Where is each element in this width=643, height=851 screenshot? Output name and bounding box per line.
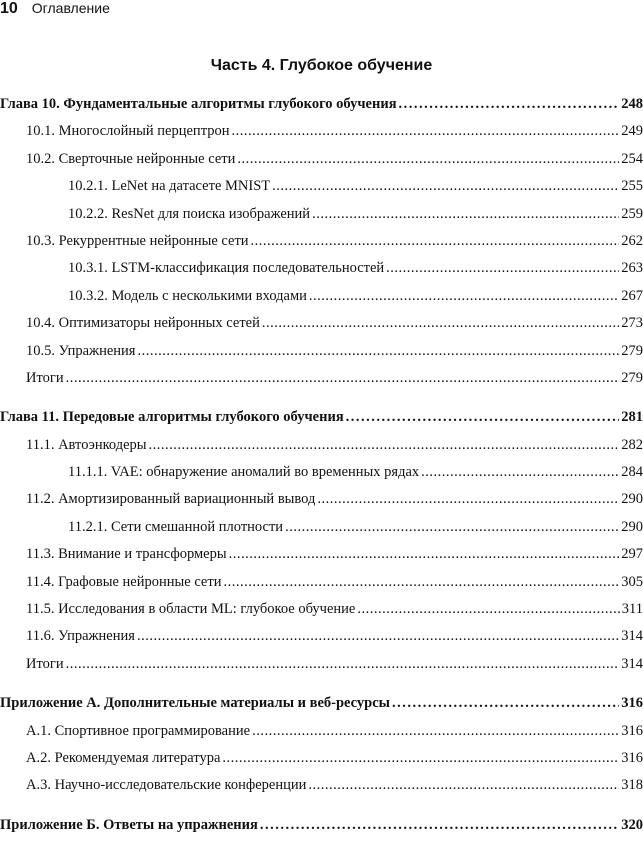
- entry-page-number: 305: [621, 573, 643, 590]
- dot-leader: [262, 310, 619, 337]
- chapter-heading: [0, 91, 643, 118]
- dot-leader: [229, 541, 620, 568]
- dot-leader: [149, 432, 620, 459]
- entry-title: 10.3.1. LSTM-классификация последовательностей: [68, 260, 385, 277]
- entry-title: Итоги: [26, 369, 64, 386]
- entry-page-number: 273: [621, 315, 643, 332]
- dot-leader: [237, 146, 619, 173]
- entry-title: 10.4. Оптимизаторы нейронных сетей: [26, 315, 260, 332]
- chapter-heading: [0, 690, 643, 717]
- entry-page-number: 290: [621, 518, 643, 535]
- entry-title: 10.1. Многослойный перцептрон: [26, 123, 230, 140]
- dot-leader: [386, 255, 619, 282]
- entry-page-number: 284: [621, 464, 643, 481]
- section-entry: [0, 365, 643, 392]
- running-head-title: Оглавление: [31, 0, 110, 16]
- entry-page-number: 281: [621, 409, 643, 426]
- entry-page-number: 279: [621, 369, 643, 386]
- section-entry: [0, 310, 643, 337]
- page-number: 10: [0, 0, 18, 17]
- dot-leader: [399, 91, 620, 118]
- entry-title: Глава 10. Фундаментальные алгоритмы глубокого обучения: [0, 96, 397, 112]
- dot-leader: [137, 623, 619, 650]
- entry-title: А.2. Рекомендуемая литература: [26, 749, 221, 766]
- dot-leader: [421, 459, 619, 486]
- entry-title: 10.3. Рекуррентные нейронные сети: [26, 232, 249, 249]
- entry-page-number: 254: [621, 150, 643, 167]
- entry-title: 10.5. Упражнения: [26, 342, 136, 359]
- chapter-heading: [0, 404, 643, 431]
- entry-title: А.1. Спортивное программирование: [26, 722, 251, 739]
- section-entry: [0, 432, 643, 459]
- dot-leader: [357, 596, 619, 623]
- entry-title: 10.2.2. ResNet для поиска изображений: [68, 205, 311, 222]
- dot-leader: [137, 338, 619, 365]
- dot-leader: [272, 173, 619, 200]
- entry-title: Глава 11. Передовые алгоритмы глубокого обучения: [0, 409, 344, 426]
- entry-page-number: 282: [621, 436, 643, 453]
- entry-title: 11.5. Исследования в области ML: глубокое обучение: [26, 601, 356, 618]
- entry-page-number: 316: [621, 749, 643, 766]
- subsection-entry: [0, 255, 643, 282]
- section-entry: [0, 596, 643, 623]
- chapter-heading: [0, 812, 643, 839]
- dot-leader: [260, 812, 619, 839]
- entry-title: 11.1.1. VAE: обнаружение аномалий во временных рядах: [68, 464, 420, 481]
- section-entry: [0, 118, 643, 145]
- part-title: Часть 4. Глубокое обучение: [210, 57, 433, 74]
- dot-leader: [309, 283, 619, 310]
- chapter-block: [0, 690, 643, 800]
- entry-title: 11.2. Амортизированный вариационный вывод: [26, 491, 316, 508]
- entry-page-number: 297: [621, 546, 643, 563]
- subsection-entry: [0, 459, 643, 486]
- section-entry: [0, 623, 643, 650]
- entry-page-number: 318: [621, 777, 643, 794]
- entry-page-number: 314: [621, 655, 643, 672]
- dot-leader: [392, 690, 619, 717]
- section-entry: [0, 772, 643, 799]
- dot-leader: [66, 651, 620, 678]
- entry-page-number: 314: [621, 628, 643, 645]
- section-entry: [0, 718, 643, 745]
- chapter-block: [0, 812, 643, 839]
- entry-title: Итоги: [26, 655, 64, 672]
- dot-leader: [285, 514, 619, 541]
- entry-page-number: 316: [621, 695, 643, 712]
- entry-page-number: 279: [621, 342, 643, 359]
- entry-page-number: 316: [621, 722, 643, 739]
- dot-leader: [231, 118, 619, 145]
- entry-page-number: 249: [621, 123, 643, 140]
- subsection-entry: [0, 201, 643, 228]
- entry-title: 10.3.2. Модель с несколькими входами: [68, 287, 307, 304]
- section-entry: [0, 569, 643, 596]
- dot-leader: [222, 745, 619, 772]
- subsection-entry: [0, 514, 643, 541]
- entry-title: 10.2. Сверточные нейронные сети: [26, 150, 236, 167]
- entry-page-number: 290: [621, 491, 643, 508]
- dot-leader: [346, 404, 620, 431]
- entry-page-number: 320: [621, 816, 643, 833]
- chapter-block: [0, 91, 643, 392]
- section-entry: [0, 745, 643, 772]
- entry-page-number: 248: [621, 96, 643, 112]
- section-entry: [0, 146, 643, 173]
- entry-page-number: 263: [621, 260, 643, 277]
- entry-page-number: 259: [621, 205, 643, 222]
- entry-page-number: 255: [621, 178, 643, 195]
- chapter-block: [0, 404, 643, 678]
- entry-title: 11.4. Графовые нейронные сети: [26, 573, 222, 590]
- dot-leader: [252, 718, 619, 745]
- entry-title: 11.1. Автоэнкодеры: [26, 436, 147, 453]
- dot-leader: [251, 228, 620, 255]
- entry-title: А.3. Научно-исследовательские конференции: [26, 777, 307, 794]
- entry-title: Приложение А. Дополнительные материалы и веб-ресурсы: [0, 695, 390, 712]
- entry-title: 10.2.1. LeNet на датасете MNIST: [68, 178, 271, 195]
- dot-leader: [317, 486, 619, 513]
- dot-leader: [66, 365, 620, 392]
- entry-page-number: 267: [621, 287, 643, 304]
- entry-page-number: 311: [621, 601, 643, 618]
- dot-leader: [312, 201, 619, 228]
- subsection-entry: [0, 173, 643, 200]
- section-entry: [0, 651, 643, 678]
- section-entry: [0, 541, 643, 568]
- running-head: [0, 0, 110, 22]
- section-entry: [0, 486, 643, 513]
- entry-title: 11.3. Внимание и трансформеры: [26, 546, 227, 563]
- section-entry: [0, 228, 643, 255]
- entry-page-number: 262: [621, 232, 643, 249]
- entry-title: 11.2.1. Сети смешанной плотности: [68, 518, 284, 535]
- subsection-entry: [0, 283, 643, 310]
- section-entry: [0, 338, 643, 365]
- entry-title: 11.6. Упражнения: [26, 628, 135, 645]
- entry-title: Приложение Б. Ответы на упражнения: [0, 816, 258, 833]
- dot-leader: [308, 772, 619, 799]
- table-of-contents: [0, 91, 643, 851]
- dot-leader: [223, 569, 619, 596]
